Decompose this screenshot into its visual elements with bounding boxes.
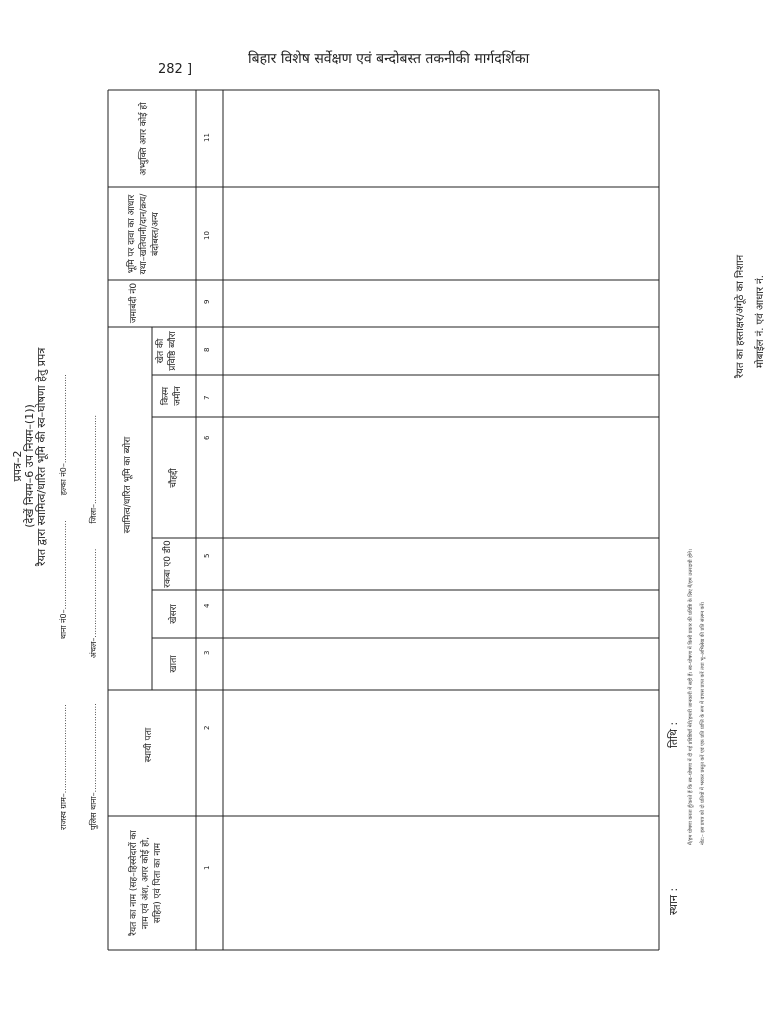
col-header-9: जमाबंदी नं0	[129, 282, 139, 324]
col-header-1: रैयत का नाम (सह–हिस्सेदारों का नाम एवं अंश, अगर कोई हो, सहित) एवं पिता का नाम	[129, 830, 163, 936]
col-num-3: 3	[203, 650, 211, 655]
book-title: बिहार विशेष सर्वेक्षण एवं बन्दोबस्त तकनीकी मार्गदर्शिका	[248, 51, 530, 67]
district-field: जिला–...................................	[89, 414, 98, 524]
col-header-6: चौहद्दी	[169, 468, 179, 488]
col-num-1: 1	[203, 865, 211, 870]
date-label: तिथि :	[667, 721, 680, 748]
col-num-5: 5	[203, 553, 211, 558]
form-name: प्रपत्र–2	[11, 450, 24, 482]
form-title: रैयत द्वारा स्वामित्व/धारित भूमि की स्व–घोषणा हेतु प्रपत्र	[35, 347, 48, 566]
location-line-2	[88, 415, 99, 830]
revenue-village-field: राजस्व ग्राम–...................................	[59, 704, 68, 830]
col-num-7: 7	[203, 395, 211, 400]
col-header-3: खाता	[169, 655, 179, 673]
col-header-4: खेसरा	[169, 604, 179, 624]
mobile-aadhaar-label: मोबाईल नं. एवं आधार नं.	[755, 275, 766, 368]
form-rule: (देखें नियम–6 उप नियम–(1))	[23, 404, 36, 528]
col-header-5: रकबा ए0 डी0	[163, 540, 173, 588]
group-header: स्वामित्व/धारित भूमि का ब्योरा	[123, 436, 133, 534]
halka-no-field: हल्का नं0–...................................	[59, 374, 68, 496]
col-header-2: स्थायी पता	[144, 727, 154, 763]
signature-label: रैयत का हस्ताक्षर/अंगूठे का निशान	[735, 254, 746, 378]
anchal-field: अंचल–...................................	[89, 548, 98, 659]
col-header-10: भूमि पर दावा का आधार यथा–खतियानी/दान/क्रय/बंदोबस्त/अन्य	[127, 193, 161, 275]
col-num-11: 11	[203, 133, 211, 142]
location-line-1	[58, 374, 69, 830]
col-num-4: 4	[203, 603, 211, 608]
col-header-11: अभ्युक्ति अगर कोई हो	[139, 102, 149, 176]
col-num-6: 6	[203, 435, 211, 440]
col-num-10: 10	[203, 231, 211, 240]
place-label: स्थान :	[667, 887, 680, 915]
col-num-2: 2	[203, 725, 211, 730]
thana-no-field: थाना नं0–...................................	[59, 520, 68, 640]
col-num-9: 9	[203, 299, 211, 304]
col-num-8: 8	[203, 347, 211, 352]
form-heading	[11, 347, 48, 566]
page-number: 282 ]	[158, 62, 193, 77]
col-header-8: खेत की प्रविष्ठि ब्यौरा	[156, 331, 178, 371]
declaration-text: मैं/हम घोषणा करता हूँ/करते हैं कि स्व–घोषणा में दी गई प्रविष्टियाँ मेरी/हमारी जानकारी में सही हैं। स्व–घोषणा में किसी प्रकार की प्रविष्टि के लिए मैं/हम उत्तरदायी होंगे।	[688, 549, 694, 845]
col-header-7: किस्म जमीन	[161, 386, 183, 406]
police-station-field: पुलिस थाना–...................................	[89, 703, 98, 830]
note-text: नोट:– इस प्रपत्र को दो प्रतियों में भरकर प्रस्तुत करें एवं एक प्रति प्राप्ति के रूप में वापस प्राप्त करें तथा भू–अभिलेख की प्रति संलग्न करें।	[700, 601, 706, 845]
